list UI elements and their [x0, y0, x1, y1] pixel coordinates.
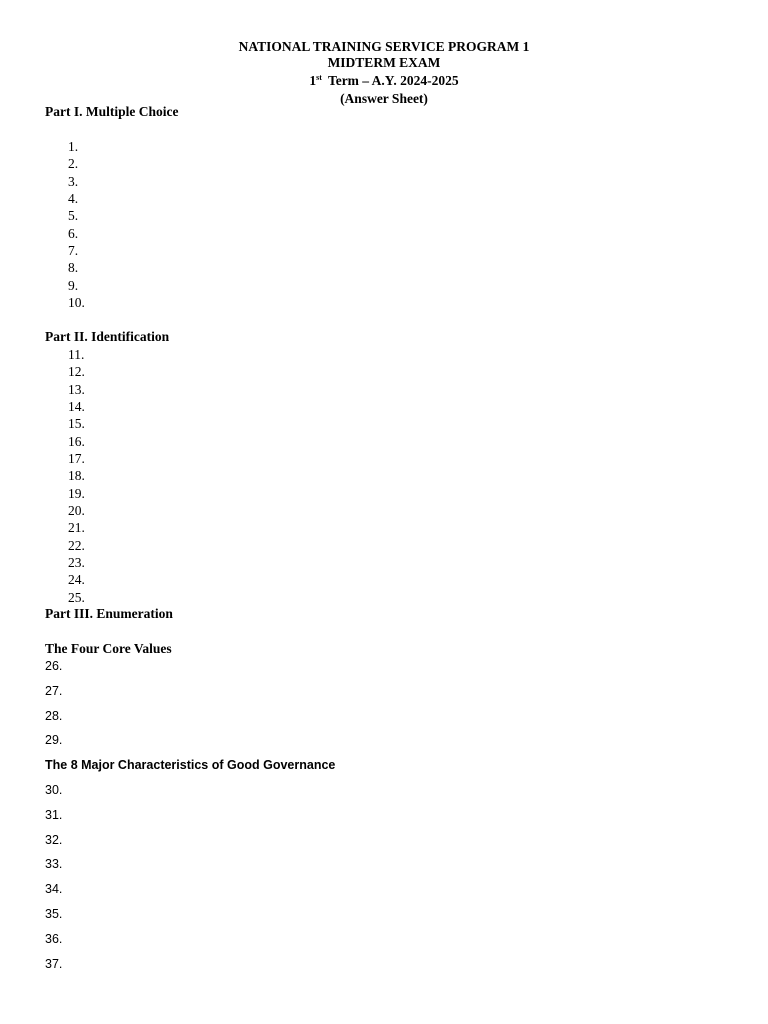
program-title: NATIONAL TRAINING SERVICE PROGRAM 1	[238, 39, 530, 54]
answer-item-number: 29.	[45, 733, 63, 748]
answer-item-number: 3.	[68, 173, 79, 189]
answer-item-number: 6.	[68, 225, 79, 241]
answer-item-number: 27.	[45, 683, 63, 698]
answer-item-number: 24.	[68, 572, 85, 588]
answer-item-number: 18.	[68, 468, 85, 484]
answer-item-number: 16.	[68, 433, 85, 449]
core-values-heading: The Four Core Values	[45, 641, 172, 656]
answer-item-number: 7.	[68, 243, 79, 259]
term-ordinal-suffix: st	[316, 73, 322, 82]
document-header	[0, 39, 768, 106]
part3-heading: Part III. Enumeration	[45, 606, 173, 621]
answer-item-number: 13.	[68, 381, 85, 397]
part2-heading: Part II. Identification	[45, 329, 170, 344]
answer-item-number: 21.	[68, 520, 85, 536]
term-number: 1	[309, 73, 317, 88]
answer-sheet-label: (Answer Sheet)	[340, 90, 428, 106]
answer-item-number: 8.	[68, 260, 79, 276]
answer-item-number: 19.	[68, 485, 85, 501]
answer-item-number: 17.	[68, 451, 85, 467]
term-line	[0, 70, 768, 89]
answer-item-number: 35.	[45, 906, 63, 921]
good-governance-answer-list	[45, 783, 62, 981]
answer-item-number: 12.	[68, 364, 85, 380]
answer-item-number: 1.	[68, 139, 79, 154]
answer-item-number: 20.	[68, 503, 85, 519]
answer-item-number: 4.	[68, 191, 79, 207]
answer-item-number: 15.	[68, 416, 85, 432]
answer-item-number: 28.	[45, 708, 63, 723]
answer-item-number: 26.	[45, 659, 63, 673]
answer-item-number: 33.	[45, 857, 63, 872]
answer-item-number: 22.	[68, 537, 85, 553]
answer-item-number: 9.	[68, 277, 79, 293]
answer-item-number: 10.	[68, 295, 85, 311]
answer-item-number: 36.	[45, 931, 63, 946]
answer-item-number: 34.	[45, 882, 63, 897]
answer-item-number: 23.	[68, 555, 85, 571]
answer-item-number: 2.	[68, 156, 79, 172]
answer-item-number: 32.	[45, 832, 63, 847]
answer-item-number: 31.	[45, 807, 63, 822]
answer-item-number: 30.	[45, 783, 63, 797]
good-governance-heading: The 8 Major Characteristics of Good Governance	[45, 758, 336, 772]
exam-title: MIDTERM EXAM	[327, 54, 441, 70]
part2-answer-list	[68, 346, 85, 606]
core-values-answer-list	[45, 659, 62, 758]
answer-item-number: 37.	[45, 956, 63, 971]
part1-answer-list	[68, 138, 85, 311]
answer-item-number: 5.	[68, 208, 79, 224]
part1-heading: Part I. Multiple Choice	[45, 104, 179, 119]
term-text: Term – A.Y. 2024-2025	[327, 73, 459, 88]
answer-item-number: 11.	[68, 347, 85, 362]
answer-item-number: 25.	[68, 589, 85, 605]
answer-item-number: 14.	[68, 399, 85, 415]
